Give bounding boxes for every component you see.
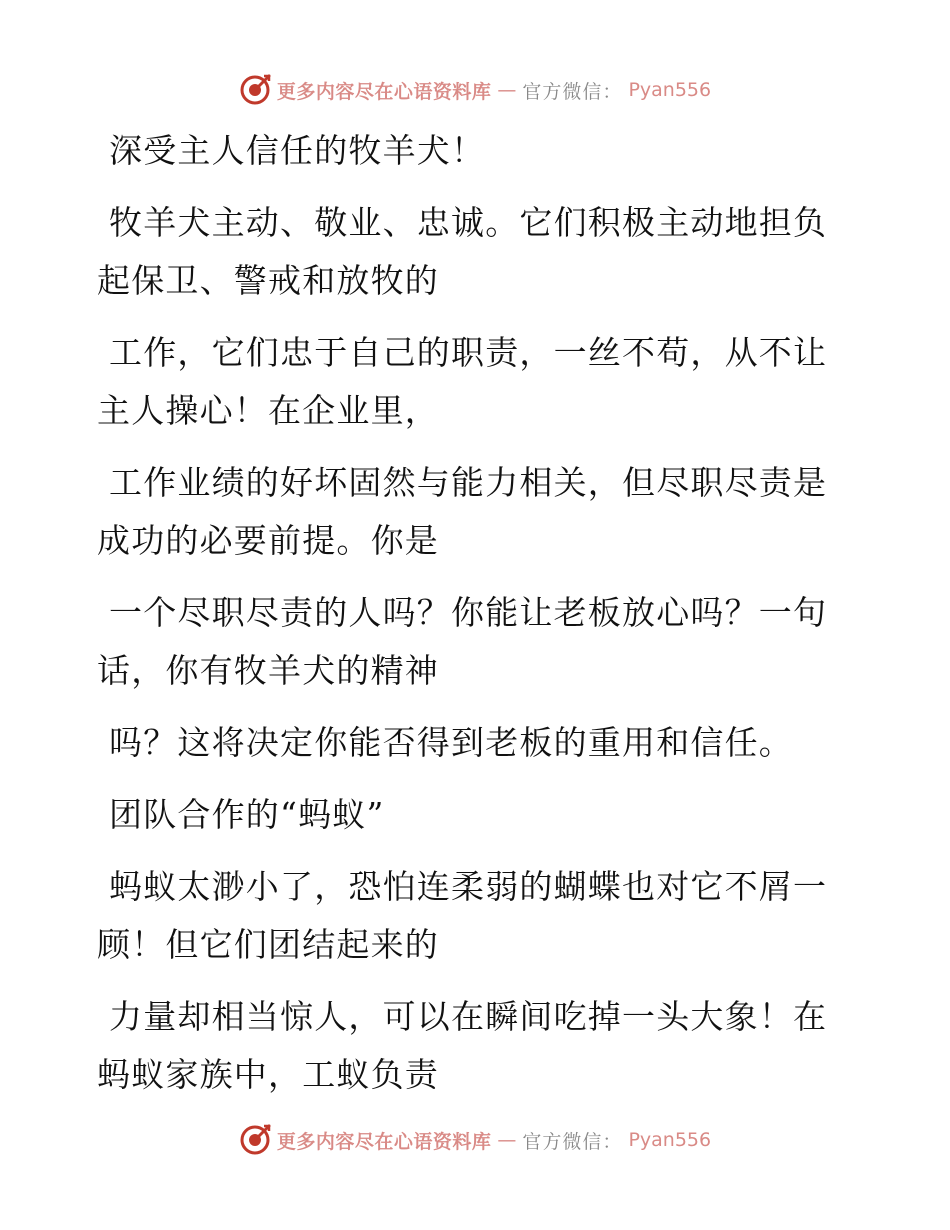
logo-icon — [239, 74, 271, 106]
paragraph-line: 话，你有牧羊犬的精神 — [97, 651, 439, 690]
paragraph — [97, 454, 832, 570]
banner-label: 官方微信： — [522, 1130, 623, 1153]
paragraph — [97, 324, 832, 440]
paragraph-line: 蚂蚁家族中，工蚁负责 — [97, 1055, 439, 1094]
paragraph — [97, 194, 832, 310]
paragraph-line: 深受主人信任的牧羊犬！ — [109, 131, 486, 170]
paragraph-line: 工作业绩的好坏固然与能力相关，但尽职尽责是 — [109, 463, 828, 502]
paragraph — [97, 584, 832, 700]
banner-separator: — — [497, 79, 517, 101]
banner-brand: 更多内容尽在心语资料库 — [276, 1130, 492, 1153]
document-body — [97, 122, 832, 1118]
paragraph — [97, 786, 832, 844]
paragraph-line: 工作，它们忠于自己的职责，一丝不苟，从不让 — [109, 333, 828, 372]
banner-wechat-id: Pyan556 — [628, 79, 712, 101]
banner-wechat-id: Pyan556 — [628, 1129, 712, 1151]
paragraph — [97, 988, 832, 1104]
paragraph-line: 顾！但它们团结起来的 — [97, 925, 439, 964]
paragraph — [97, 122, 832, 180]
banner-label: 官方微信： — [522, 80, 623, 103]
paragraph-line: 蚂蚁太渺小了，恐怕连柔弱的蝴蝶也对它不屑一 — [109, 867, 828, 906]
paragraph-line: 力量却相当惊人，可以在瞬间吃掉一头大象！在 — [109, 997, 828, 1036]
banner-brand: 更多内容尽在心语资料库 — [276, 80, 492, 103]
paragraph-line: 成功的必要前提。你是 — [97, 521, 439, 560]
paragraph-line: 吗？这将决定你能否得到老板的重用和信任。 — [109, 723, 793, 762]
banner-separator: — — [497, 1129, 517, 1151]
footer-banner — [0, 1120, 950, 1160]
paragraph-line: 主人操心！在企业里， — [97, 391, 439, 430]
paragraph-line: 一个尽职尽责的人吗？你能让老板放心吗？一句 — [109, 593, 828, 632]
paragraph — [97, 714, 832, 772]
paragraph — [97, 858, 832, 974]
section-heading: 团队合作的“蚂蚁” — [109, 795, 385, 834]
paragraph-line: 牧羊犬主动、敬业、忠诚。它们积极主动地担负 — [109, 203, 828, 242]
paragraph-line: 起保卫、警戒和放牧的 — [97, 261, 439, 300]
header-banner — [0, 70, 950, 110]
logo-icon — [239, 1124, 271, 1156]
